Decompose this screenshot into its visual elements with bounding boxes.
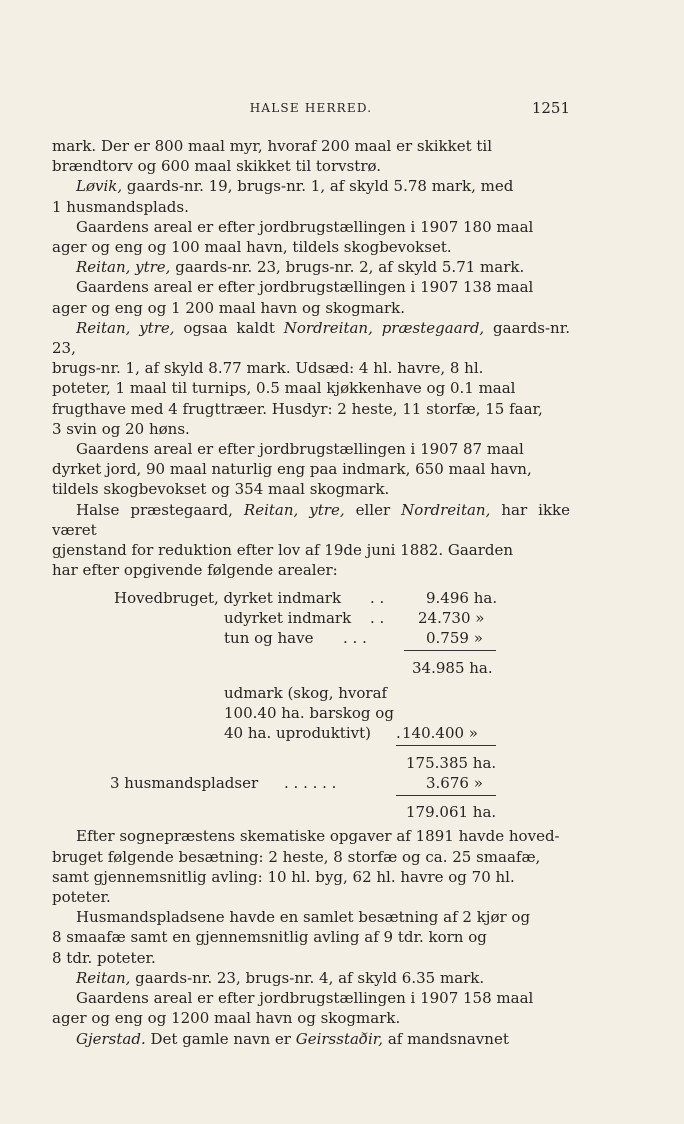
p10-line3: 8 tdr. poteter. [52, 948, 156, 967]
body-text [52, 136, 570, 1049]
farm-name-lovik: Løvik, [76, 177, 123, 196]
p4-text: gaards-nr. 23, brugs-nr. 2, af skyld 5.71 mark. [170, 258, 525, 277]
row-tun-dots: . . . [343, 629, 367, 648]
p6-line3: poteter, 1 maal til turnips, 0.5 maal kjøkkenhave og 0.1 maal [52, 379, 516, 398]
p9-line4: poteter. [52, 888, 111, 907]
p2-line1 [52, 176, 570, 196]
udmark-line2: 100.40 ha. barskog og [224, 704, 394, 723]
farm-name-reitan: Reitan, [76, 968, 131, 987]
p13-mid: Det gamle navn er [145, 1029, 296, 1048]
header-title: HALSE HERRED. [249, 101, 373, 115]
farm-name-reitan-ytre-3: Reitan, ytre, [243, 500, 345, 519]
farm-name-nordreitan-2: Nordreitan, [401, 500, 491, 519]
farm-name-reitan-ytre-2: Reitan, ytre, [76, 318, 175, 337]
p6-line4: frugthave med 4 frugttræer. Husdyr: 2 heste, 11 storfæ, 15 faar, [52, 399, 543, 418]
p8-start: Halse præstegaard, [76, 500, 244, 519]
p2-line2: 1 husmandsplads. [52, 197, 189, 216]
page-number: 1251 [531, 99, 570, 117]
p10-line2: 8 smaafæ samt en gjennemsnitlig avling af 9 tdr. korn og [52, 928, 487, 947]
row-udyrket-label: udyrket indmark [224, 609, 352, 628]
p5-line2: ager og eng og 1 200 maal havn og skogmark. [52, 298, 405, 317]
p3-line1: Gaardens areal er efter jordbrugstællingen i 1907 180 maal [76, 217, 534, 236]
sum-rule-1 [404, 650, 496, 651]
old-name-geirsstadir: Geirsstaðir, [295, 1029, 384, 1048]
p9-line2: bruget følgende besætning: 2 heste, 8 storfæ og ca. 25 smaafæ, [52, 847, 541, 866]
row-udyrket-dots: . . [370, 609, 385, 628]
p1-line2: brændtorv og 600 maal skikket til torvstrø. [52, 157, 382, 176]
p9-line3: samt gjennemsnitlig avling: 10 hl. byg, 62 hl. havre og 70 hl. [52, 867, 515, 886]
row-tun-label: tun og have [224, 629, 314, 648]
udmark-value: 140.400 » [402, 724, 478, 743]
p13-line1 [52, 1029, 570, 1049]
p9-line1: Efter sognepræstens skematiske opgaver af 1891 havde hoved- [76, 827, 560, 846]
p5-line1: Gaardens areal er efter jordbrugstællingen i 1907 138 maal [76, 278, 534, 297]
area-table [52, 588, 570, 820]
p6-mid: ogsaa kaldt [174, 318, 284, 337]
farm-name-reitan-ytre: Reitan, ytre, [76, 258, 171, 277]
husmand-label: 3 husmandspladser [110, 774, 259, 793]
p6-line5: 3 svin og 20 høns. [52, 419, 190, 438]
p6-line1-rest: gaards-nr. 23, [52, 318, 571, 358]
p12-line1: Gaardens areal er efter jordbrugstællingen i 1907 158 maal [76, 989, 534, 1008]
sum-rule-3 [396, 795, 496, 796]
farm-name-gjerstad: Gjerstad. [76, 1029, 146, 1048]
p7-line2: dyrket jord, 90 maal naturlig eng paa indmark, 650 maal havn, [52, 460, 532, 479]
p7-line1: Gaardens areal er efter jordbrugstællingen i 1907 87 maal [76, 440, 524, 459]
husmand-value: 3.676 » [426, 774, 483, 793]
grand-total: 179.061 ha. [406, 803, 497, 822]
p2-line1-text: gaards-nr. 19, brugs-nr. 1, af skyld 5.78 mark, med [122, 177, 514, 196]
p1-line1: mark. Der er 800 maal myr, hvoraf 200 maal er skikket til [52, 137, 492, 155]
subtotal-1: 34.985 ha. [412, 659, 493, 678]
udmark-line3: 40 ha. uproduktivt) [224, 724, 371, 743]
udmark-dot: . [396, 724, 401, 743]
p8-line1 [52, 500, 570, 540]
husmand-dots: . . . . . . [284, 774, 337, 793]
p6-line1 [52, 318, 570, 358]
p7-line3: tildels skogbevokset og 354 maal skogmark. [52, 480, 390, 499]
row-tun-value: 0.759 » [426, 629, 483, 648]
p13-rest: af mandsnavnet [383, 1029, 509, 1048]
running-header [52, 101, 570, 121]
p8-mid: eller [344, 500, 402, 519]
p10-line1: Husmandspladsene havde en samlet besætning af 2 kjør og [76, 908, 531, 927]
p12-line2: ager og eng og 1200 maal havn og skogmark. [52, 1009, 401, 1028]
p6-line2: brugs-nr. 1, af skyld 8.77 mark. Udsæd: 4 hl. havre, 8 hl. [52, 359, 484, 378]
p11-text: gaards-nr. 23, brugs-nr. 4, af skyld 6.35 mark. [130, 968, 485, 987]
p8-line1-rest: har ikke været [52, 500, 571, 539]
udmark-line1: udmark (skog, hvoraf [224, 684, 388, 703]
row-udyrket-value: 24.730 » [418, 609, 485, 628]
sum-rule-2 [396, 745, 496, 746]
p8-line2: gjenstand for reduktion efter lov af 19de juni 1882. Gaarden [52, 541, 514, 560]
row-hovedbruget-value: 9.496 ha. [426, 589, 498, 608]
farm-name-nordreitan: Nordreitan, præstegaard, [283, 318, 485, 337]
p3-line2: ager og eng og 100 maal havn, tildels skogbevokset. [52, 238, 452, 257]
subtotal-2: 175.385 ha. [406, 754, 497, 773]
p11-line1 [52, 968, 570, 988]
row-hovedbruget-label: Hovedbruget, dyrket indmark [114, 589, 342, 608]
p8-line3: har efter opgivende følgende arealer: [52, 561, 338, 580]
row-hovedbruget-dots: . . [370, 589, 385, 608]
p4-line1 [52, 257, 570, 277]
